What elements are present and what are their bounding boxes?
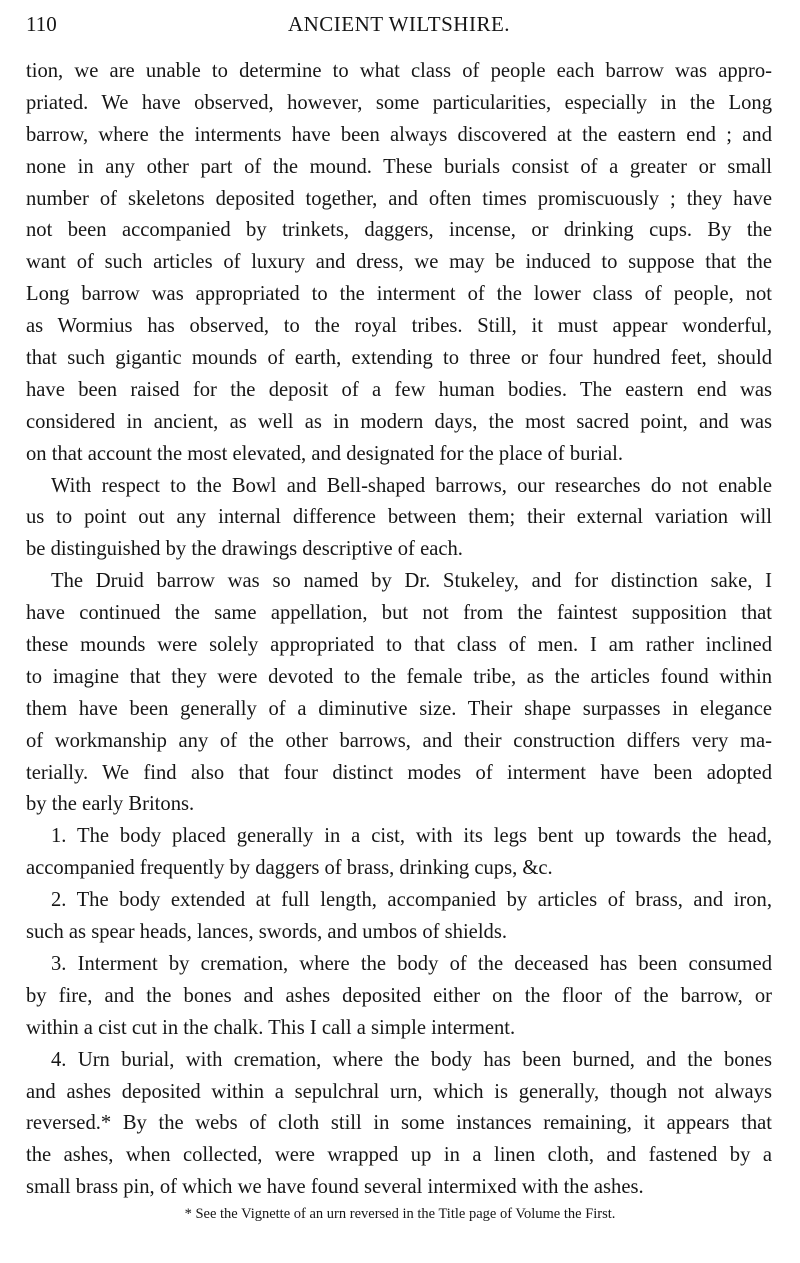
text-line: 3. Interment by cremation, where the body of the deceased has been consumed (51, 952, 772, 975)
text-line: to imagine that they were devoted to the female tribe, as the articles found within (26, 665, 772, 688)
page-number: 110 (26, 12, 57, 36)
text-line: The Druid barrow was so named by Dr. Stukeley, and for distinction sake, I (51, 570, 772, 593)
text-line: as Wormius has observed, to the royal tribes. Still, it must appear wonderful, (26, 315, 772, 338)
text-line: within a cist cut in the chalk. This I call a simple interment. (26, 1016, 516, 1039)
paragraph (26, 56, 772, 471)
text-line: of workmanship any of the other barrows, and their construction differs very ma- (26, 729, 772, 752)
body-text (26, 56, 772, 1204)
paragraph (26, 885, 772, 949)
text-line: tion, we are unable to determine to what class of people each barrow was appro- (26, 60, 772, 82)
text-line: not been accompanied by trinkets, daggers, incense, or drinking cups. By the (26, 219, 772, 242)
text-line: and ashes deposited within a sepulchral urn, which is generally, though not always (26, 1080, 772, 1103)
text-line: them have been generally of a diminutive size. Their shape surpasses in elegance (26, 697, 772, 720)
text-line: priated. We have observed, however, some particularities, especially in the Long (26, 91, 772, 114)
paragraph (26, 566, 772, 821)
text-line: us to point out any internal difference between them; their external variation will (26, 506, 772, 529)
paragraph (26, 821, 772, 885)
text-line: barrow, where the interments have been always discovered at the eastern end ; and (26, 123, 772, 146)
text-line: such as spear heads, lances, swords, and umbos of shields. (26, 921, 507, 944)
text-line: number of skeletons deposited together, and often times promiscuously ; they have (26, 187, 772, 210)
text-line: With respect to the Bowl and Bell-shaped barrows, our researches do not enable (51, 474, 772, 497)
text-line: on that account the most elevated, and designated for the place of burial. (26, 442, 623, 465)
text-line: by the early Britons. (26, 793, 195, 816)
text-line: 1. The body placed generally in a cist, with its legs bent up towards the head, (51, 825, 772, 848)
text-line: have continued the same appellation, but not from the faintest supposition that (26, 602, 772, 625)
page-header (26, 12, 772, 42)
paragraph (26, 1045, 772, 1204)
text-line: these mounds were solely appropriated to that class of men. I am rather inclined (26, 634, 772, 657)
text-line: that such gigantic mounds of earth, extending to three or four hundred feet, should (26, 347, 772, 370)
paragraph (26, 471, 772, 567)
text-line: be distinguished by the drawings descriptive of each. (26, 538, 463, 561)
text-line: small brass pin, of which we have found several intermixed with the ashes. (26, 1176, 644, 1199)
text-line: 4. Urn burial, with cremation, where the body has been burned, and the bones (51, 1048, 772, 1071)
text-line: terially. We find also that four distinct modes of interment have been adopted (26, 761, 772, 784)
text-line: 2. The body extended at full length, accompanied by articles of brass, and iron, (51, 889, 772, 912)
text-line: accompanied frequently by daggers of brass, drinking cups, &c. (26, 857, 553, 880)
footnote: * See the Vignette of an urn reversed in the Title page of Volume the First. (184, 1206, 616, 1222)
text-line: by fire, and the bones and ashes deposited either on the floor of the barrow, or (26, 984, 772, 1007)
text-line: reversed.* By the webs of cloth still in some instances remaining, it appears that (26, 1112, 772, 1135)
text-line: the ashes, when collected, were wrapped up in a linen cloth, and fastened by a (26, 1144, 772, 1167)
paragraph (26, 949, 772, 1045)
running-title: ANCIENT WILTSHIRE. (287, 12, 511, 36)
text-line: have been raised for the deposit of a few human bodies. The eastern end was (26, 378, 772, 401)
text-line: want of such articles of luxury and dress, we may be induced to suppose that the (26, 251, 772, 274)
text-line: Long barrow was appropriated to the interment of the lower class of people, not (26, 283, 772, 306)
text-line: considered in ancient, as well as in modern days, the most sacred point, and was (26, 410, 772, 433)
text-line: none in any other part of the mound. These burials consist of a greater or small (26, 155, 772, 178)
